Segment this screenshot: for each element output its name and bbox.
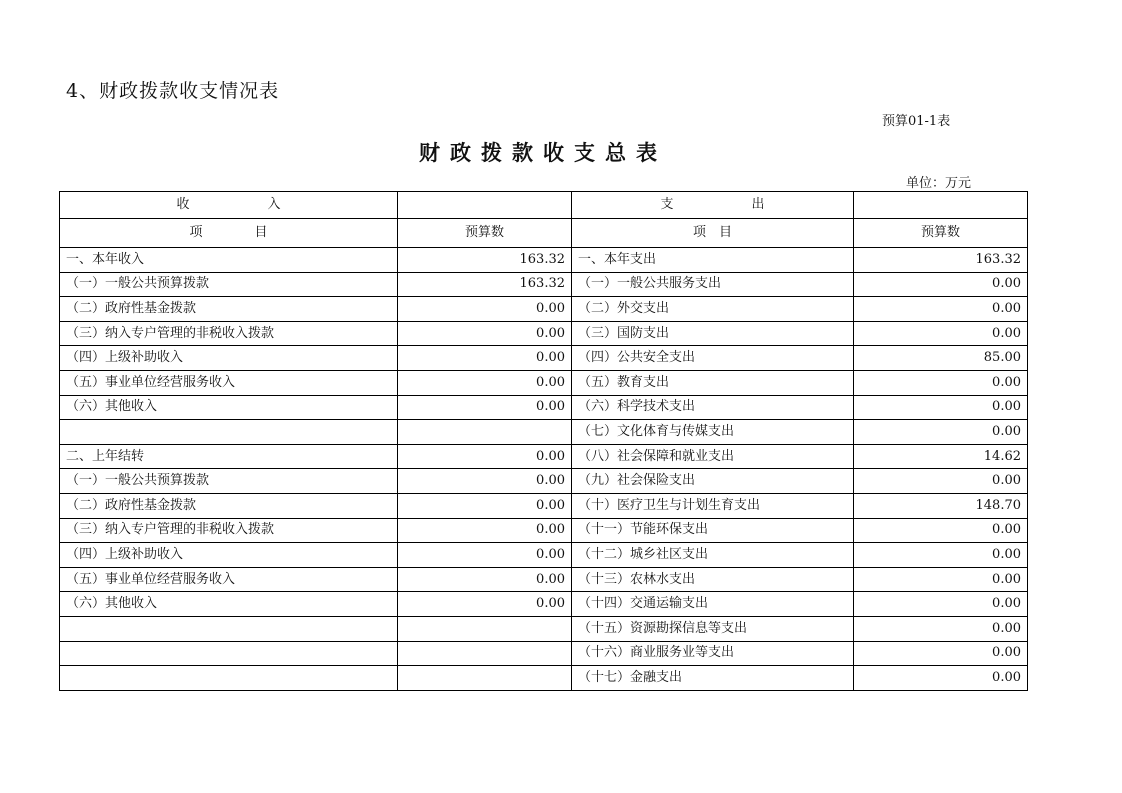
table-row (60, 493, 1028, 518)
expense-item-cell: （五）教育支出 (572, 370, 854, 395)
expense-value-cell: 148.70 (854, 493, 1028, 518)
expense-value-cell: 0.00 (854, 543, 1028, 568)
expense-budget-header: 预算数 (854, 219, 1028, 248)
expense-value-cell: 0.00 (854, 297, 1028, 322)
expense-item-cell: （七）文化体育与传媒支出 (572, 420, 854, 445)
expense-item-cell: （十一）节能环保支出 (572, 518, 854, 543)
income-item-cell: （六）其他收入 (60, 592, 398, 617)
header-row-sections (60, 192, 1028, 219)
income-item-cell (60, 666, 398, 691)
table-row (60, 543, 1028, 568)
table-row (60, 248, 1028, 273)
table-row (60, 395, 1028, 420)
income-item-cell: （五）事业单位经营服务收入 (60, 567, 398, 592)
expense-item-cell: （十七）金融支出 (572, 666, 854, 691)
income-header-blank (398, 192, 572, 219)
income-value-cell: 0.00 (398, 518, 572, 543)
expense-value-cell: 0.00 (854, 395, 1028, 420)
income-value-cell: 0.00 (398, 567, 572, 592)
expense-item-cell: （一）一般公共服务支出 (572, 272, 854, 297)
expense-header: 支 出 (572, 192, 854, 219)
table-row (60, 370, 1028, 395)
income-item-cell: （二）政府性基金拨款 (60, 493, 398, 518)
income-header: 收 入 (60, 192, 398, 219)
income-item-cell: （二）政府性基金拨款 (60, 297, 398, 322)
budget-table (59, 191, 1028, 691)
expense-item-cell: （十二）城乡社区支出 (572, 543, 854, 568)
expense-value-cell: 14.62 (854, 444, 1028, 469)
table-row (60, 666, 1028, 691)
page-title: 财政拨款收支总表 (419, 140, 667, 165)
income-item-cell: （四）上级补助收入 (60, 543, 398, 568)
income-item-cell: （五）事业单位经营服务收入 (60, 370, 398, 395)
table-row (60, 567, 1028, 592)
expense-value-cell: 0.00 (854, 567, 1028, 592)
table-row (60, 321, 1028, 346)
table-row (60, 469, 1028, 494)
section-title: 4、财政拨款收支情况表 (66, 80, 280, 102)
expense-value-cell: 0.00 (854, 420, 1028, 445)
expense-item-cell: （十六）商业服务业等支出 (572, 641, 854, 666)
income-value-cell: 0.00 (398, 444, 572, 469)
income-value-cell (398, 420, 572, 445)
income-item-cell (60, 616, 398, 641)
table-row (60, 616, 1028, 641)
expense-value-cell: 0.00 (854, 272, 1028, 297)
income-value-cell: 0.00 (398, 297, 572, 322)
expense-value-cell: 0.00 (854, 518, 1028, 543)
income-item-cell: 一、本年收入 (60, 248, 398, 273)
expense-item-cell: （三）国防支出 (572, 321, 854, 346)
expense-value-cell: 0.00 (854, 666, 1028, 691)
expense-value-cell: 85.00 (854, 346, 1028, 371)
table-row (60, 297, 1028, 322)
income-item-cell (60, 420, 398, 445)
table-row (60, 444, 1028, 469)
income-value-cell: 0.00 (398, 592, 572, 617)
table-row (60, 346, 1028, 371)
expense-value-cell: 0.00 (854, 592, 1028, 617)
expense-value-cell: 163.32 (854, 248, 1028, 273)
expense-value-cell: 0.00 (854, 370, 1028, 395)
income-item-cell: 二、上年结转 (60, 444, 398, 469)
expense-value-cell: 0.00 (854, 321, 1028, 346)
income-value-cell (398, 616, 572, 641)
income-value-cell: 0.00 (398, 543, 572, 568)
table-row (60, 518, 1028, 543)
income-item-cell: （四）上级补助收入 (60, 346, 398, 371)
expense-item-cell: （十五）资源勘探信息等支出 (572, 616, 854, 641)
table-row (60, 592, 1028, 617)
income-item-cell: （一）一般公共预算拨款 (60, 469, 398, 494)
income-value-cell: 163.32 (398, 248, 572, 273)
expense-item-cell: （十三）农林水支出 (572, 567, 854, 592)
income-item-header: 项 目 (60, 219, 398, 248)
income-value-cell (398, 666, 572, 691)
expense-item-cell: （十四）交通运输支出 (572, 592, 854, 617)
income-item-cell: （三）纳入专户管理的非税收入拨款 (60, 518, 398, 543)
expense-value-cell: 0.00 (854, 641, 1028, 666)
income-value-cell: 0.00 (398, 395, 572, 420)
expense-item-cell: （四）公共安全支出 (572, 346, 854, 371)
expense-item-cell: （二）外交支出 (572, 297, 854, 322)
income-item-cell: （六）其他收入 (60, 395, 398, 420)
expense-item-cell: （九）社会保险支出 (572, 469, 854, 494)
expense-item-cell: （十）医疗卫生与计划生育支出 (572, 493, 854, 518)
expense-value-cell: 0.00 (854, 616, 1028, 641)
income-value-cell: 0.00 (398, 469, 572, 494)
header-row-columns (60, 219, 1028, 248)
expense-item-cell: 一、本年支出 (572, 248, 854, 273)
expense-value-cell: 0.00 (854, 469, 1028, 494)
table-row (60, 641, 1028, 666)
income-item-cell: （三）纳入专户管理的非税收入拨款 (60, 321, 398, 346)
income-item-cell: （一）一般公共预算拨款 (60, 272, 398, 297)
income-item-cell (60, 641, 398, 666)
income-value-cell (398, 641, 572, 666)
income-value-cell: 0.00 (398, 370, 572, 395)
income-value-cell: 163.32 (398, 272, 572, 297)
income-budget-header: 预算数 (398, 219, 572, 248)
expense-item-cell: （八）社会保障和就业支出 (572, 444, 854, 469)
form-number: 预算01-1表 (882, 114, 951, 129)
income-value-cell: 0.00 (398, 493, 572, 518)
income-value-cell: 0.00 (398, 346, 572, 371)
table-row (60, 272, 1028, 297)
expense-item-cell: （六）科学技术支出 (572, 395, 854, 420)
expense-header-blank (854, 192, 1028, 219)
expense-item-header: 项 目 (572, 219, 854, 248)
unit-label: 单位：万元 (906, 176, 972, 191)
income-value-cell: 0.00 (398, 321, 572, 346)
table-row (60, 420, 1028, 445)
